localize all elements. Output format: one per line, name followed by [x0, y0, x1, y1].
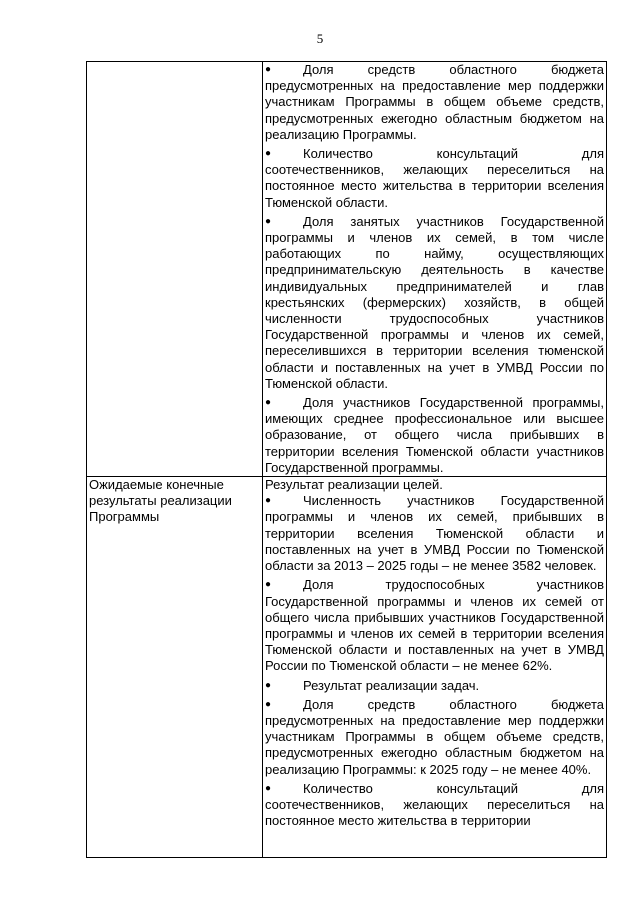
page-number: 5 — [316, 31, 324, 46]
bullet-icon: ● — [265, 495, 272, 507]
tasks-heading-item: ● Результат реализации задач. — [265, 677, 480, 693]
list-item: ● Количество консультаций для соотечественников, желающих переселиться на постоянное место жительства в территории вселения Тюменской области. — [265, 146, 604, 210]
expected-results-label-cell — [87, 477, 263, 858]
list-item: ● Доля средств областного бюджета предусмотренных на предоставление мер поддержки участникам Программы в общем объеме средств, предусмотренных ежегодно областным бюджетом на реализацию Программы. — [265, 62, 604, 142]
bullet-icon: ● — [265, 679, 272, 691]
bullet-icon: ● — [265, 148, 272, 160]
expected-results-row — [87, 477, 607, 858]
list-item: ● Численность участников Государственной программы и членов их семей, прибывших в территории вселения Тюменской области и поставленных на учет в УМВД России по Тюменской области за 2013 – 2025 годы – не менее 3582 человек. — [265, 493, 604, 574]
bullet-icon: ● — [265, 397, 272, 409]
program-passport-table — [86, 61, 607, 858]
bullet-icon: ● — [265, 215, 272, 227]
list-item: ● Количество консультаций для соотечественников, желающих переселиться на постоянное место жительства в территории — [265, 780, 604, 829]
list-item: ● Доля трудоспособных участников Государственной программы и членов их семей от общего числа прибывших участников Государственной программы и членов их семей в территории вселения Тюменской области и поставленных на учет в УМВД России по Тюменской области – не менее 62%. — [265, 577, 604, 674]
list-item: ● Доля средств областного бюджета предусмотренных на предоставление мер поддержки участникам Программы в общем объеме средств, предусмотренных ежегодно областным бюджетом на реализацию Программы: к 2025 году – не менее 40%. — [265, 696, 604, 777]
list-item: ● Доля участников Государственной программы, имеющих среднее профессиональное или высшее образование, от общего числа прибывших в территории вселения Тюменской области участников Государственной программы. — [265, 395, 604, 475]
indicators-content-cell — [263, 62, 607, 477]
bullet-icon: ● — [265, 64, 272, 75]
goals-heading: Результат реализации целей. — [265, 477, 443, 493]
bullet-icon: ● — [265, 698, 272, 710]
bullet-icon: ● — [265, 579, 272, 591]
expected-results-label: Ожидаемые конечные результаты реализации Программы — [89, 477, 232, 525]
indicators-label-cell — [87, 62, 263, 477]
bullet-icon: ● — [265, 782, 272, 794]
list-item: ● Доля занятых участников Государственной программы и членов их семей, в том числе работающих по найму, осуществляющих предпринимательскую деятельность в качестве индивидуальных предпринимателей и глав крестьянских (фермерских) хозяйств, в общей численности трудоспособных участников Государственной программы и членов их семей, переселившихся в территории вселения тюменской области и поставленных на учет в УМВД России по Тюменской области. — [265, 213, 604, 391]
indicators-row — [87, 62, 607, 477]
expected-results-content-cell — [263, 477, 607, 858]
